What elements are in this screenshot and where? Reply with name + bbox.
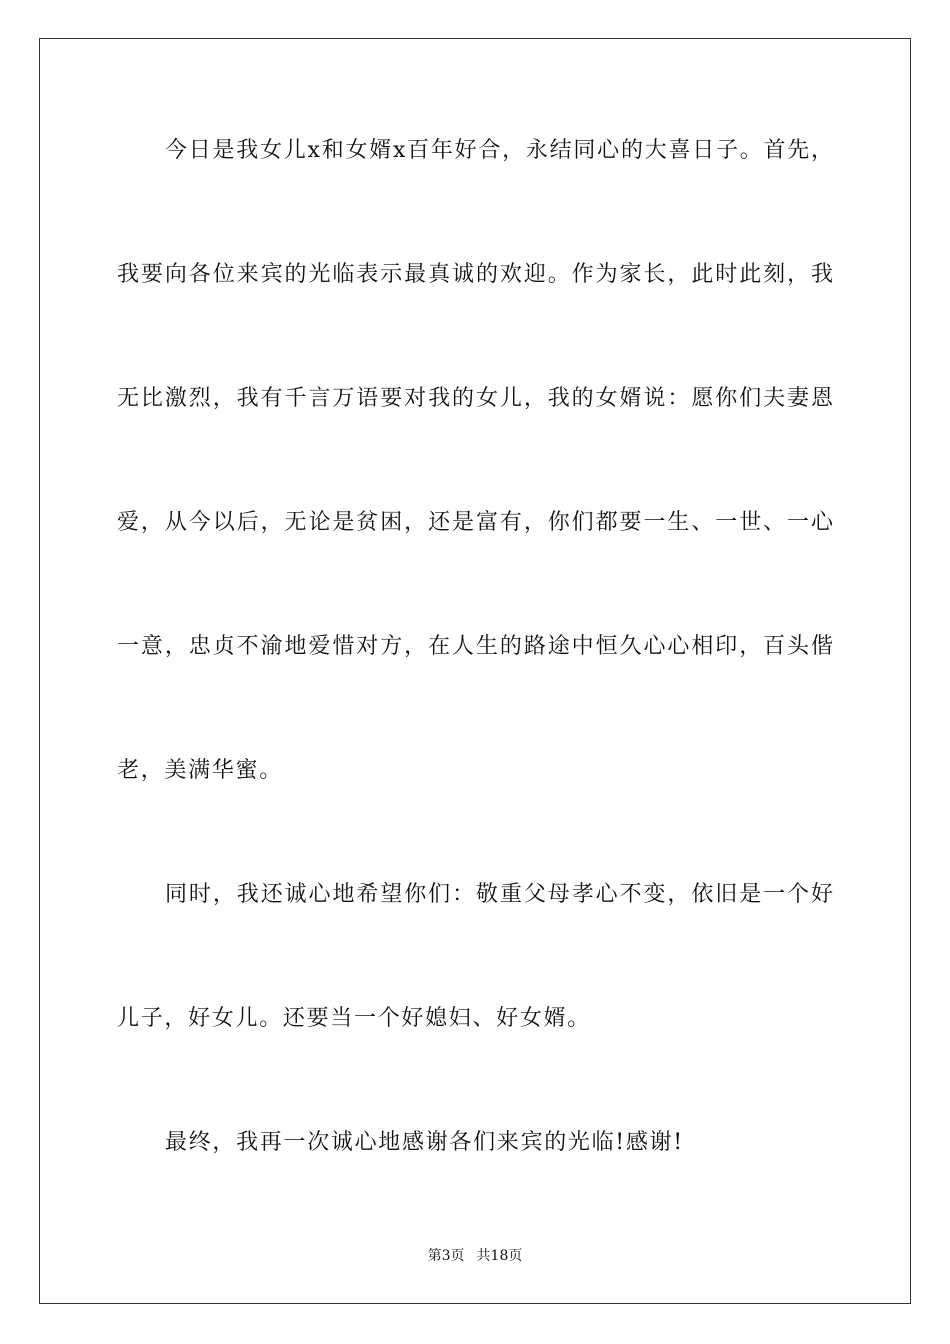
paragraph-3-line-1: 最终，我再一次诚心地感谢各们来宾的光临!感谢! [165,1130,684,1155]
paragraph-1-line-2: 我要向各位来宾的光临表示最真诚的欢迎。作为家长，此时此刻，我 [117,262,833,287]
page-border [39,38,911,1304]
page-number: 第3页 [427,1248,465,1264]
paragraph-1-line-3: 无比激烈，我有千言万语要对我的女儿，我的女婿说：愿你们夫妻恩 [117,386,833,411]
paragraph-1-line-1: 今日是我女儿x和女婿x百年好合，永结同心的大喜日子。首先， [165,138,833,163]
page-total: 共18页 [476,1248,523,1264]
paragraph-1-line-5: 一意，忠贞不渝地爱惜对方，在人生的路途中恒久心心相印，百头偕 [117,634,833,659]
paragraph-2-line-2: 儿子，好女儿。还要当一个好媳妇、好女婿。 [117,1006,592,1031]
paragraph-1-line-4: 爱，从今以后，无论是贫困，还是富有，你们都要一生、一世、一心 [117,510,833,535]
page-footer [0,1247,950,1265]
paragraph-1-line-6: 老，美满华蜜。 [117,758,283,783]
paragraph-2-line-1: 同时，我还诚心地希望你们：敬重父母孝心不变，依旧是一个好 [165,882,833,907]
